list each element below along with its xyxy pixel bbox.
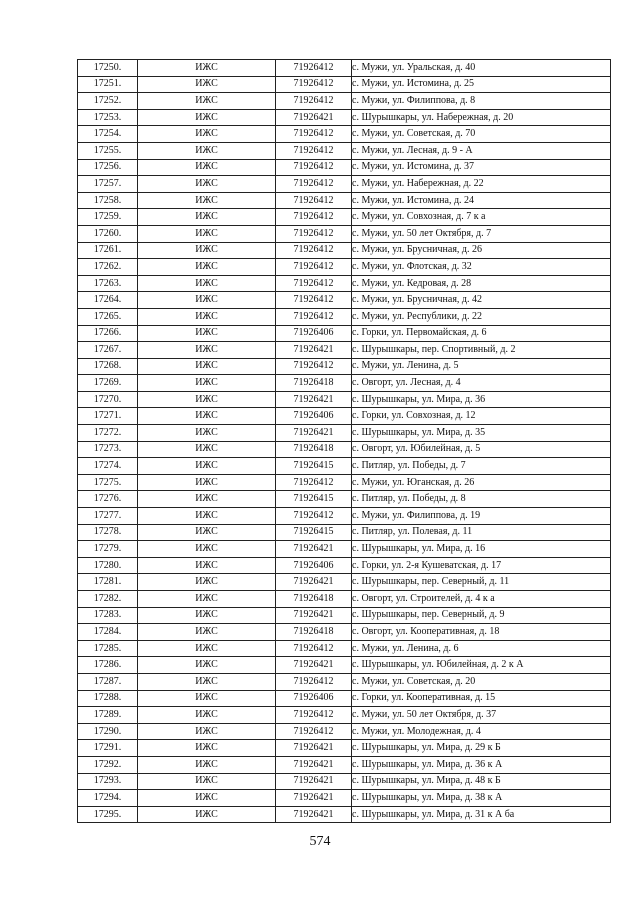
address-cell: с. Мужи, ул. Брусничная, д. 42 [352, 292, 611, 309]
address-cell: с. Овгорт, ул. Юбилейная, д. 5 [352, 441, 611, 458]
table-row [78, 441, 611, 458]
building-type-cell: ИЖС [138, 109, 276, 126]
building-type-cell: ИЖС [138, 508, 276, 525]
table-row [78, 790, 611, 807]
address-cell: с. Шурышкары, ул. Мира, д. 29 к Б [352, 740, 611, 757]
row-number-cell: 17282. [78, 591, 138, 608]
table-row [78, 391, 611, 408]
row-number-cell: 17289. [78, 707, 138, 724]
address-cell: с. Мужи, ул. Брусничная, д. 26 [352, 242, 611, 259]
oktmo-code-cell: 71926418 [276, 591, 352, 608]
building-type-cell: ИЖС [138, 308, 276, 325]
table-row [78, 242, 611, 259]
table-row [78, 325, 611, 342]
address-cell: с. Мужи, ул. Лесная, д. 9 - А [352, 142, 611, 159]
row-number-cell: 17278. [78, 524, 138, 541]
building-type-cell: ИЖС [138, 126, 276, 143]
row-number-cell: 17284. [78, 624, 138, 641]
row-number-cell: 17270. [78, 391, 138, 408]
address-cell: с. Мужи, ул. Кедровая, д. 28 [352, 275, 611, 292]
oktmo-code-cell: 71926421 [276, 109, 352, 126]
oktmo-code-cell: 71926421 [276, 657, 352, 674]
oktmo-code-cell: 71926412 [276, 308, 352, 325]
oktmo-code-cell: 71926421 [276, 391, 352, 408]
oktmo-code-cell: 71926406 [276, 557, 352, 574]
building-type-cell: ИЖС [138, 176, 276, 193]
row-number-cell: 17261. [78, 242, 138, 259]
address-cell: с. Шурышкары, ул. Юбилейная, д. 2 к А [352, 657, 611, 674]
address-cell: с. Шурышкары, ул. Набережная, д. 20 [352, 109, 611, 126]
table-row [78, 541, 611, 558]
oktmo-code-cell: 71926412 [276, 159, 352, 176]
address-cell: с. Мужи, ул. Уральская, д. 40 [352, 60, 611, 77]
row-number-cell: 17292. [78, 756, 138, 773]
registry-table [77, 59, 611, 823]
building-type-cell: ИЖС [138, 607, 276, 624]
address-cell: с. Мужи, ул. Советская, д. 20 [352, 673, 611, 690]
table-row [78, 557, 611, 574]
building-type-cell: ИЖС [138, 740, 276, 757]
oktmo-code-cell: 71926412 [276, 723, 352, 740]
oktmo-code-cell: 71926421 [276, 790, 352, 807]
row-number-cell: 17264. [78, 292, 138, 309]
row-number-cell: 17276. [78, 491, 138, 508]
table-row [78, 673, 611, 690]
building-type-cell: ИЖС [138, 93, 276, 110]
address-cell: с. Мужи, ул. Истомина, д. 25 [352, 76, 611, 93]
table-row [78, 574, 611, 591]
building-type-cell: ИЖС [138, 391, 276, 408]
oktmo-code-cell: 71926421 [276, 342, 352, 359]
building-type-cell: ИЖС [138, 524, 276, 541]
row-number-cell: 17272. [78, 425, 138, 442]
row-number-cell: 17266. [78, 325, 138, 342]
building-type-cell: ИЖС [138, 806, 276, 823]
table-row [78, 524, 611, 541]
row-number-cell: 17259. [78, 209, 138, 226]
oktmo-code-cell: 71926412 [276, 474, 352, 491]
building-type-cell: ИЖС [138, 707, 276, 724]
table-row [78, 109, 611, 126]
address-cell: с. Шурышкары, пер. Спортивный, д. 2 [352, 342, 611, 359]
address-cell: с. Шурышкары, пер. Северный, д. 11 [352, 574, 611, 591]
row-number-cell: 17274. [78, 458, 138, 475]
table-row [78, 192, 611, 209]
address-cell: с. Горки, ул. Кооперативная, д. 15 [352, 690, 611, 707]
row-number-cell: 17287. [78, 673, 138, 690]
table-row [78, 60, 611, 77]
building-type-cell: ИЖС [138, 425, 276, 442]
address-cell: с. Шурышкары, ул. Мира, д. 48 к Б [352, 773, 611, 790]
row-number-cell: 17256. [78, 159, 138, 176]
oktmo-code-cell: 71926406 [276, 408, 352, 425]
building-type-cell: ИЖС [138, 624, 276, 641]
row-number-cell: 17275. [78, 474, 138, 491]
address-cell: с. Мужи, ул. Совхозная, д. 7 к а [352, 209, 611, 226]
building-type-cell: ИЖС [138, 408, 276, 425]
oktmo-code-cell: 71926412 [276, 209, 352, 226]
oktmo-code-cell: 71926421 [276, 806, 352, 823]
table-row [78, 209, 611, 226]
address-cell: с. Шурышкары, ул. Мира, д. 36 [352, 391, 611, 408]
row-number-cell: 17255. [78, 142, 138, 159]
building-type-cell: ИЖС [138, 773, 276, 790]
building-type-cell: ИЖС [138, 790, 276, 807]
oktmo-code-cell: 71926412 [276, 76, 352, 93]
oktmo-code-cell: 71926421 [276, 607, 352, 624]
address-cell: с. Мужи, ул. Советская, д. 70 [352, 126, 611, 143]
building-type-cell: ИЖС [138, 325, 276, 342]
building-type-cell: ИЖС [138, 574, 276, 591]
building-type-cell: ИЖС [138, 591, 276, 608]
address-cell: с. Питляр, ул. Полевая, д. 11 [352, 524, 611, 541]
row-number-cell: 17265. [78, 308, 138, 325]
address-cell: с. Мужи, ул. 50 лет Октября, д. 7 [352, 225, 611, 242]
oktmo-code-cell: 71926412 [276, 292, 352, 309]
table-row [78, 474, 611, 491]
table-row [78, 690, 611, 707]
row-number-cell: 17295. [78, 806, 138, 823]
row-number-cell: 17269. [78, 375, 138, 392]
row-number-cell: 17268. [78, 358, 138, 375]
table-row [78, 806, 611, 823]
building-type-cell: ИЖС [138, 375, 276, 392]
building-type-cell: ИЖС [138, 657, 276, 674]
address-cell: с. Мужи, ул. Истомина, д. 37 [352, 159, 611, 176]
oktmo-code-cell: 71926421 [276, 574, 352, 591]
row-number-cell: 17280. [78, 557, 138, 574]
row-number-cell: 17294. [78, 790, 138, 807]
row-number-cell: 17251. [78, 76, 138, 93]
building-type-cell: ИЖС [138, 557, 276, 574]
address-cell: с. Горки, ул. 2-я Кушеватская, д. 17 [352, 557, 611, 574]
row-number-cell: 17263. [78, 275, 138, 292]
address-cell: с. Мужи, ул. Республики, д. 22 [352, 308, 611, 325]
row-number-cell: 17252. [78, 93, 138, 110]
address-cell: с. Шурышкары, ул. Мира, д. 35 [352, 425, 611, 442]
row-number-cell: 17271. [78, 408, 138, 425]
table-row [78, 591, 611, 608]
table-row [78, 740, 611, 757]
oktmo-code-cell: 71926421 [276, 541, 352, 558]
table-row [78, 308, 611, 325]
oktmo-code-cell: 71926418 [276, 375, 352, 392]
row-number-cell: 17281. [78, 574, 138, 591]
address-cell: с. Овгорт, ул. Строителей, д. 4 к а [352, 591, 611, 608]
building-type-cell: ИЖС [138, 358, 276, 375]
address-cell: с. Шурышкары, ул. Мира, д. 36 к А [352, 756, 611, 773]
oktmo-code-cell: 71926412 [276, 225, 352, 242]
row-number-cell: 17293. [78, 773, 138, 790]
building-type-cell: ИЖС [138, 159, 276, 176]
oktmo-code-cell: 71926412 [276, 275, 352, 292]
address-cell: с. Питляр, ул. Победы, д. 7 [352, 458, 611, 475]
oktmo-code-cell: 71926415 [276, 491, 352, 508]
row-number-cell: 17250. [78, 60, 138, 77]
address-cell: с. Горки, ул. Первомайская, д. 6 [352, 325, 611, 342]
oktmo-code-cell: 71926406 [276, 325, 352, 342]
oktmo-code-cell: 71926412 [276, 707, 352, 724]
row-number-cell: 17257. [78, 176, 138, 193]
table-row [78, 126, 611, 143]
building-type-cell: ИЖС [138, 275, 276, 292]
building-type-cell: ИЖС [138, 142, 276, 159]
building-type-cell: ИЖС [138, 242, 276, 259]
oktmo-code-cell: 71926421 [276, 773, 352, 790]
row-number-cell: 17277. [78, 508, 138, 525]
address-cell: с. Мужи, ул. Набережная, д. 22 [352, 176, 611, 193]
table-row [78, 93, 611, 110]
registry-table-body [78, 60, 611, 823]
oktmo-code-cell: 71926418 [276, 624, 352, 641]
address-cell: с. Овгорт, ул. Лесная, д. 4 [352, 375, 611, 392]
table-row [78, 375, 611, 392]
table-row [78, 176, 611, 193]
table-row [78, 491, 611, 508]
building-type-cell: ИЖС [138, 342, 276, 359]
address-cell: с. Мужи, ул. Ленина, д. 6 [352, 640, 611, 657]
address-cell: с. Питляр, ул. Победы, д. 8 [352, 491, 611, 508]
table-row [78, 756, 611, 773]
address-cell: с. Мужи, ул. Молодежная, д. 4 [352, 723, 611, 740]
row-number-cell: 17260. [78, 225, 138, 242]
address-cell: с. Шурышкары, ул. Мира, д. 16 [352, 541, 611, 558]
table-row [78, 657, 611, 674]
building-type-cell: ИЖС [138, 723, 276, 740]
oktmo-code-cell: 71926412 [276, 126, 352, 143]
table-row [78, 408, 611, 425]
table-row [78, 707, 611, 724]
building-type-cell: ИЖС [138, 491, 276, 508]
building-type-cell: ИЖС [138, 259, 276, 276]
oktmo-code-cell: 71926406 [276, 690, 352, 707]
building-type-cell: ИЖС [138, 292, 276, 309]
table-row [78, 773, 611, 790]
row-number-cell: 17286. [78, 657, 138, 674]
row-number-cell: 17262. [78, 259, 138, 276]
oktmo-code-cell: 71926412 [276, 508, 352, 525]
oktmo-code-cell: 71926412 [276, 242, 352, 259]
oktmo-code-cell: 71926412 [276, 142, 352, 159]
table-row [78, 624, 611, 641]
oktmo-code-cell: 71926412 [276, 358, 352, 375]
table-row [78, 342, 611, 359]
building-type-cell: ИЖС [138, 60, 276, 77]
table-row [78, 225, 611, 242]
building-type-cell: ИЖС [138, 192, 276, 209]
table-row [78, 292, 611, 309]
row-number-cell: 17279. [78, 541, 138, 558]
row-number-cell: 17291. [78, 740, 138, 757]
row-number-cell: 17258. [78, 192, 138, 209]
building-type-cell: ИЖС [138, 673, 276, 690]
table-row [78, 458, 611, 475]
building-type-cell: ИЖС [138, 690, 276, 707]
address-cell: с. Горки, ул. Совхозная, д. 12 [352, 408, 611, 425]
row-number-cell: 17267. [78, 342, 138, 359]
oktmo-code-cell: 71926412 [276, 192, 352, 209]
oktmo-code-cell: 71926421 [276, 740, 352, 757]
address-cell: с. Шурышкары, ул. Мира, д. 38 к А [352, 790, 611, 807]
address-cell: с. Мужи, ул. Истомина, д. 24 [352, 192, 611, 209]
oktmo-code-cell: 71926421 [276, 756, 352, 773]
oktmo-code-cell: 71926412 [276, 259, 352, 276]
building-type-cell: ИЖС [138, 756, 276, 773]
oktmo-code-cell: 71926412 [276, 640, 352, 657]
page-number: 574 [309, 834, 331, 849]
address-cell: с. Мужи, ул. Филиппова, д. 8 [352, 93, 611, 110]
row-number-cell: 17253. [78, 109, 138, 126]
address-cell: с. Мужи, ул. 50 лет Октября, д. 37 [352, 707, 611, 724]
row-number-cell: 17254. [78, 126, 138, 143]
oktmo-code-cell: 71926412 [276, 673, 352, 690]
table-row [78, 358, 611, 375]
building-type-cell: ИЖС [138, 441, 276, 458]
table-row [78, 142, 611, 159]
address-cell: с. Мужи, ул. Юганская, д. 26 [352, 474, 611, 491]
building-type-cell: ИЖС [138, 225, 276, 242]
oktmo-code-cell: 71926412 [276, 60, 352, 77]
oktmo-code-cell: 71926418 [276, 441, 352, 458]
building-type-cell: ИЖС [138, 640, 276, 657]
address-cell: с. Шурышкары, пер. Северный, д. 9 [352, 607, 611, 624]
oktmo-code-cell: 71926421 [276, 425, 352, 442]
address-cell: с. Овгорт, ул. Кооперативная, д. 18 [352, 624, 611, 641]
table-row [78, 259, 611, 276]
row-number-cell: 17273. [78, 441, 138, 458]
table-row [78, 275, 611, 292]
table-row [78, 723, 611, 740]
address-cell: с. Мужи, ул. Флотская, д. 32 [352, 259, 611, 276]
table-row [78, 159, 611, 176]
oktmo-code-cell: 71926412 [276, 176, 352, 193]
address-cell: с. Шурышкары, ул. Мира, д. 31 к А ба [352, 806, 611, 823]
row-number-cell: 17285. [78, 640, 138, 657]
table-row [78, 508, 611, 525]
building-type-cell: ИЖС [138, 541, 276, 558]
building-type-cell: ИЖС [138, 76, 276, 93]
oktmo-code-cell: 71926415 [276, 458, 352, 475]
building-type-cell: ИЖС [138, 474, 276, 491]
oktmo-code-cell: 71926415 [276, 524, 352, 541]
table-row [78, 640, 611, 657]
table-row [78, 425, 611, 442]
table-row [78, 76, 611, 93]
table-row [78, 607, 611, 624]
address-cell: с. Мужи, ул. Ленина, д. 5 [352, 358, 611, 375]
row-number-cell: 17283. [78, 607, 138, 624]
building-type-cell: ИЖС [138, 209, 276, 226]
oktmo-code-cell: 71926412 [276, 93, 352, 110]
row-number-cell: 17288. [78, 690, 138, 707]
row-number-cell: 17290. [78, 723, 138, 740]
building-type-cell: ИЖС [138, 458, 276, 475]
address-cell: с. Мужи, ул. Филиппова, д. 19 [352, 508, 611, 525]
